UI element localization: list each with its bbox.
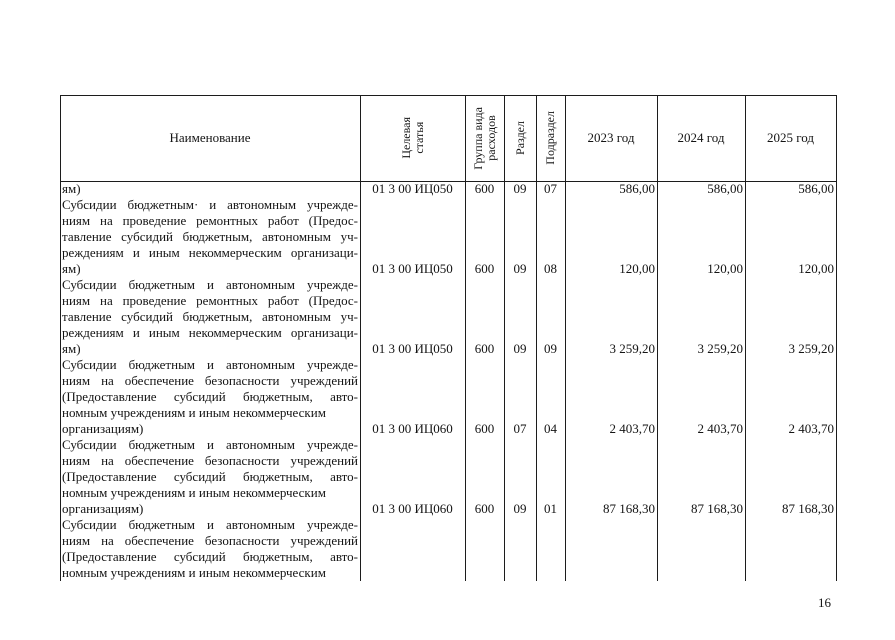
- cell-subsection: 07: [544, 181, 557, 196]
- name-line: Субсидии бюджетным и автономным учрежде-: [62, 277, 358, 292]
- name-line: номным учреждениям и иным некоммерческим: [62, 485, 326, 500]
- cell-subsection: 01: [544, 501, 557, 516]
- cell-subsection: 09: [544, 341, 557, 356]
- cell-target-article: 01 3 00 ИЦ050: [372, 341, 453, 356]
- name-line: номным учреждениям и иным некоммерческим: [62, 565, 326, 580]
- name-line: Субсидии бюджетным и автономным учрежде-: [62, 357, 358, 372]
- cell-expense-group: 600: [474, 501, 495, 516]
- cell-section: 09: [513, 261, 527, 276]
- name-line: ниям на проведение ремонтных работ (Предос-: [62, 213, 358, 228]
- cell-2023: 3 259,20: [609, 341, 655, 356]
- cell-expense-group: 600: [474, 341, 495, 356]
- cell-2023: 2 403,70: [609, 421, 655, 436]
- header-section: Раздел: [512, 121, 527, 155]
- cell-target-article: 01 3 00 ИЦ050: [372, 261, 453, 276]
- cell-2025: 87 168,30: [782, 501, 834, 516]
- name-line: (Предоставление субсидий бюджетным, авто-: [62, 549, 358, 564]
- cell-2023: 87 168,30: [603, 501, 655, 516]
- cell-2025: 120,00: [798, 261, 834, 276]
- name-line: организациям): [62, 421, 144, 436]
- name-line: реждениям и иным некоммерческим организаци-: [62, 245, 358, 260]
- name-line: Субсидии бюджетным и автономным учрежде-: [62, 517, 358, 532]
- cell-expense-group: 600: [474, 421, 495, 436]
- header-expense-group: Группа вида расходов: [470, 106, 498, 170]
- cell-2023: 586,00: [619, 181, 655, 196]
- cell-2024: 3 259,20: [697, 341, 743, 356]
- header-target-article: Целевая статья: [398, 117, 426, 159]
- cell-2023: 120,00: [619, 261, 655, 276]
- header-subsection: Подраздел: [543, 111, 557, 165]
- header-name: Наименование: [169, 130, 251, 145]
- name-line: ниям на проведение ремонтных работ (Предос-: [62, 293, 358, 308]
- cell-target-article: 01 3 00 ИЦ050: [372, 181, 453, 196]
- name-column: [62, 181, 358, 581]
- name-line: организациям): [62, 501, 144, 516]
- page-number: 16: [818, 595, 831, 610]
- name-line: тавление субсидий бюджетным, автономным уч-: [62, 229, 358, 244]
- cell-expense-group: 600: [474, 261, 495, 276]
- name-line: (Предоставление субсидий бюджетным, авто-: [62, 389, 358, 404]
- name-line: Субсидии бюджетным· и автономным учрежде-: [62, 197, 358, 212]
- header-year-2023: 2023 год: [587, 130, 635, 145]
- header-year-2024: 2024 год: [677, 130, 725, 145]
- cell-expense-group: 600: [474, 181, 495, 196]
- cell-target-article: 01 3 00 ИЦ060: [372, 421, 453, 436]
- name-line: ям): [62, 181, 81, 196]
- col-border: [836, 95, 837, 581]
- name-line: (Предоставление субсидий бюджетным, авто-: [62, 469, 358, 484]
- cell-section: 09: [513, 501, 527, 516]
- cell-section: 09: [513, 181, 527, 196]
- cell-2024: 87 168,30: [691, 501, 743, 516]
- name-line: тавление субсидий бюджетным, автономным уч-: [62, 309, 358, 324]
- cell-2024: 120,00: [707, 261, 743, 276]
- name-line: ниям на обеспечение безопасности учреждений: [62, 373, 358, 388]
- budget-table: [60, 95, 836, 581]
- cell-2025: 2 403,70: [788, 421, 834, 436]
- header-year-2025: 2025 год: [767, 130, 814, 145]
- cell-subsection: 04: [544, 421, 557, 436]
- name-line: ям): [62, 341, 81, 356]
- name-line: номным учреждениям и иным некоммерческим: [62, 405, 326, 420]
- cell-section: 07: [513, 421, 527, 436]
- name-line: реждениям и иным некоммерческим организаци-: [62, 325, 358, 340]
- cell-2025: 3 259,20: [788, 341, 834, 356]
- cell-section: 09: [513, 341, 527, 356]
- cell-2025: 586,00: [798, 181, 834, 196]
- name-line: Субсидии бюджетным и автономным учрежде-: [62, 437, 358, 452]
- cell-subsection: 08: [544, 261, 557, 276]
- name-line: ниям на обеспечение безопасности учреждений: [62, 533, 358, 548]
- name-line: ям): [62, 261, 81, 276]
- cell-2024: 586,00: [707, 181, 743, 196]
- cell-2024: 2 403,70: [697, 421, 743, 436]
- cell-target-article: 01 3 00 ИЦ060: [372, 501, 453, 516]
- name-line: ниям на обеспечение безопасности учреждений: [62, 453, 358, 468]
